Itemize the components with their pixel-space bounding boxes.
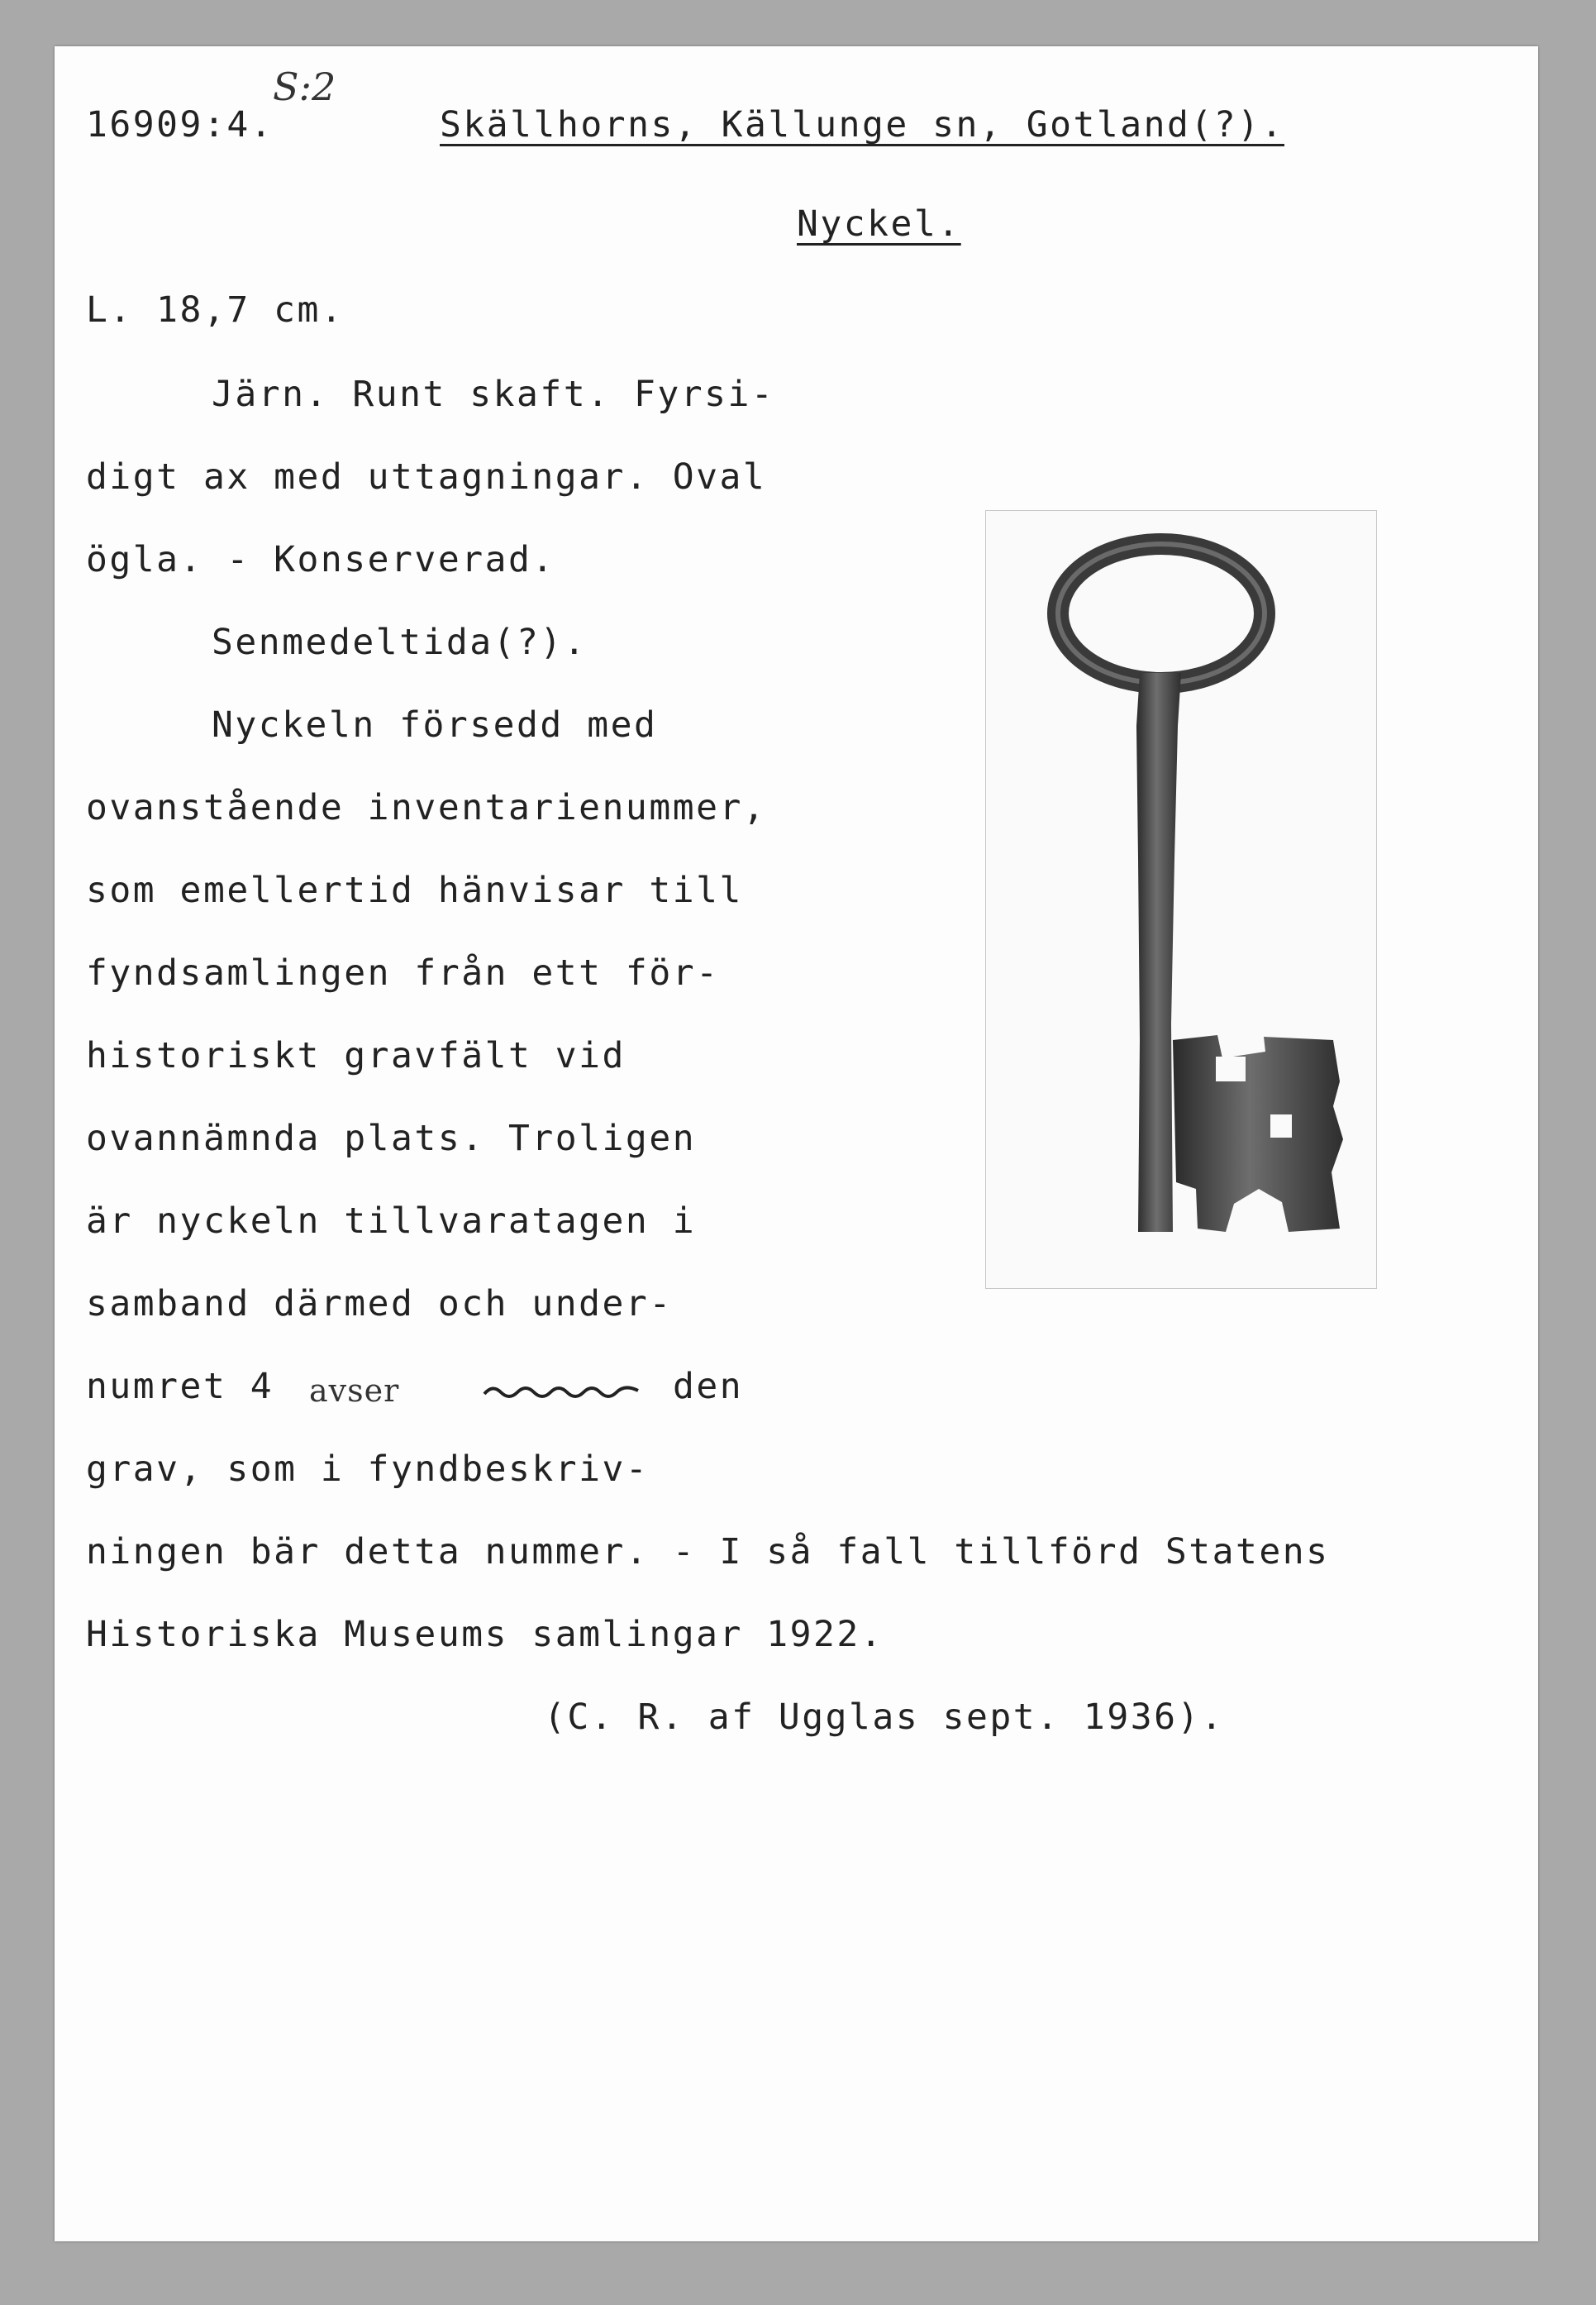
- author-signature: (C. R. af Ugglas sept. 1936).: [544, 1697, 1225, 1738]
- description-line: historiskt gravfält vid: [86, 1035, 626, 1076]
- iron-key-image: [986, 511, 1376, 1288]
- description-line: som emellertid hänvisar till: [86, 870, 743, 911]
- strikethrough-scribble: [481, 1377, 646, 1402]
- description-line: den: [673, 1366, 744, 1407]
- description-line: samband därmed och under-: [86, 1283, 673, 1324]
- description-line: digt ax med uttagningar. Oval: [86, 456, 767, 498]
- dating-line: Senmedeltida(?).: [212, 622, 588, 663]
- handwritten-reference: S:2: [273, 64, 336, 109]
- description-line: är nyckeln tillvaratagen i: [86, 1200, 697, 1242]
- object-name: Nyckel.: [797, 203, 961, 245]
- length-measure: L. 18,7 cm.: [86, 289, 345, 331]
- handwritten-insert: avser: [309, 1372, 400, 1409]
- description-line: ovannämnda plats. Troligen: [86, 1118, 697, 1159]
- description-line: ovanstående inventarienummer,: [86, 787, 767, 828]
- description-line: fyndsamlingen från ett för-: [86, 952, 720, 994]
- catalog-card: [55, 46, 1538, 2241]
- description-line: Järn. Runt skaft. Fyrsi-: [212, 374, 775, 415]
- description-line: ögla. - Konserverad.: [86, 539, 555, 580]
- inventory-number: 16909:4.: [86, 104, 274, 146]
- description-line: ningen bär detta nummer. - I så fall tillförd Statens: [86, 1531, 1330, 1572]
- description-line: Historiska Museums samlingar 1922.: [86, 1614, 884, 1655]
- description-line: grav, som i fyndbeskriv-: [86, 1448, 650, 1490]
- find-location: Skällhorns, Källunge sn, Gotland(?).: [440, 104, 1284, 146]
- description-line: numret 4: [86, 1366, 274, 1407]
- key-photograph: [985, 510, 1377, 1289]
- key-bit: [1173, 1035, 1343, 1232]
- key-shank: [1136, 673, 1181, 1232]
- description-line: Nyckeln försedd med: [212, 704, 658, 746]
